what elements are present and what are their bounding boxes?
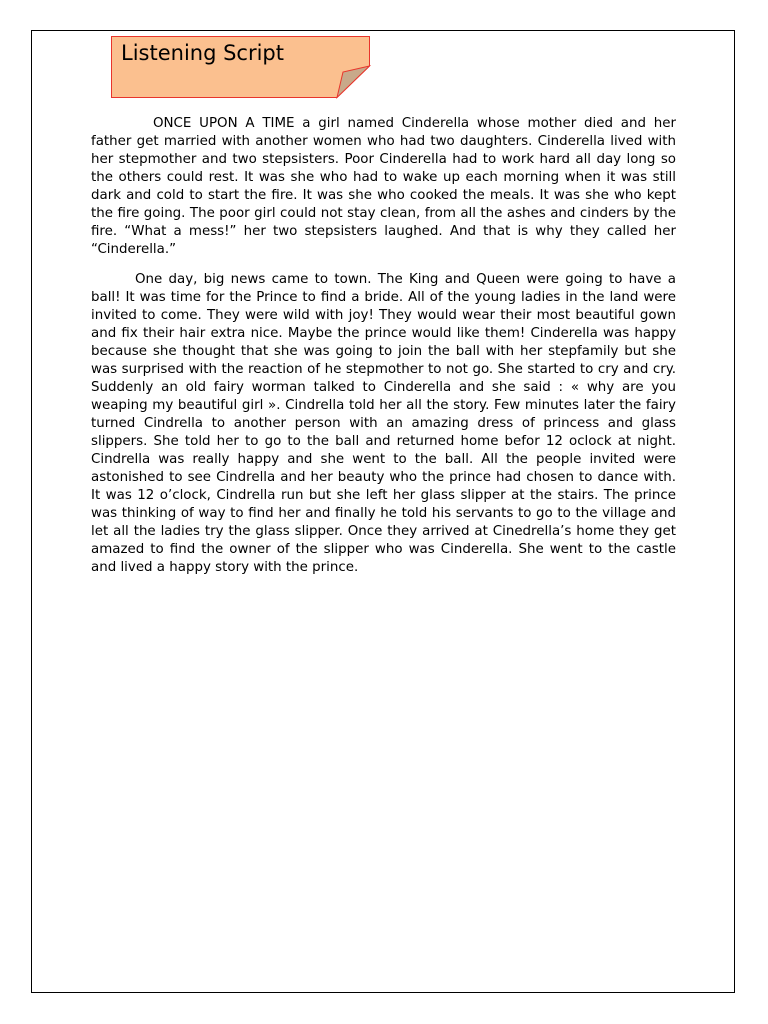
paragraph: One day, big news came to town. The King and Queen were going to have a ball! It was time for the Prince to find a bride. All of the young ladies in the land were invited to come. They were wild with joy! They would wear their most beautiful gown and fix their hair extra nice. Maybe the prince would like them! Cinderella was happy because she thought that she was going to join the ball with her stepfamily but she was surprised with the reaction of he stepmother to not go. She started to cry and cry. Suddenly an old fairy worman talked to Cinderella and she said : « why are you weaping my beautiful girl ». Cindrella told her all the story. Few minutes later the fairy turned Cindrella to another person with an amazing dress of princess and glass slippers. She told her to go to the ball and returned home befor 12 oclock at night. Cindrella was really happy and she went to the ball. All the people invited were astonished to see Cindrella and her beauty who the prince had chosen to dance with. It was 12 o’clock, Cindrella run but she left her glass slipper at the stairs. The prince was thinking of way to find her and finally he told his servants to go to the village and let all the ladies try the glass slipper. Once they arrived at Cinedrella’s home they get amazed to find the owner of the slipper who was Cinderella. She went to the castle and lived a happy story with the prince.: [91, 272, 676, 575]
paragraph: ONCE UPON A TIME a girl named Cinderella whose mother died and her father get married with another women who had two daughters. Cinderella lived with her stepmother and two stepsisters. Poor Cinderella had to work hard all day long so the others could rest. It was she who had to wake up each morning when it was still dark and cold to start the fire. It was she who cooked the meals. It was she who kept the fire going. The poor girl could not stay clean, from all the ashes and cinders by the fire. “What a mess!” her two stepsisters laughed. And that is why they called her “Cinderella.”: [91, 116, 676, 257]
page-title: Listening Script: [121, 41, 284, 65]
script-body: [91, 115, 676, 577]
title-note: [111, 36, 371, 99]
